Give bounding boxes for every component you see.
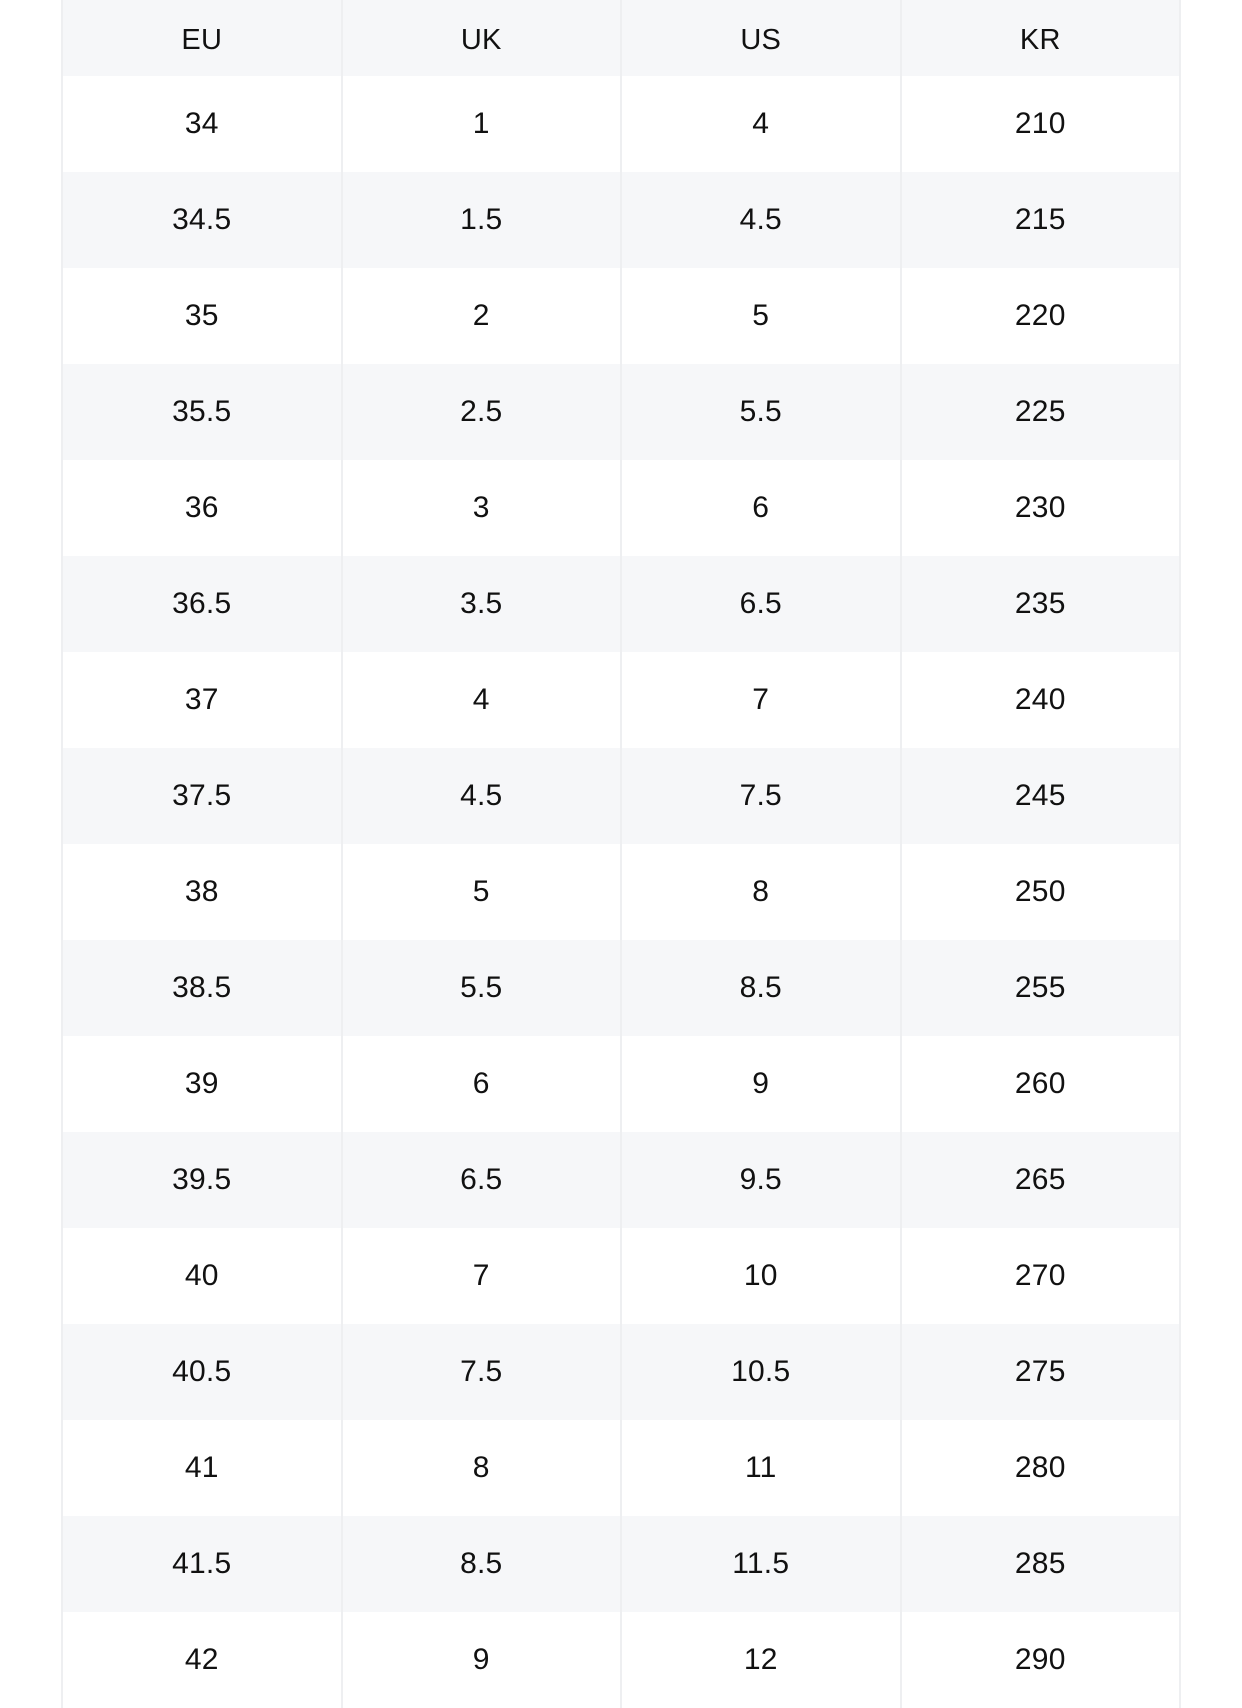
size-cell-uk: 8 — [343, 1420, 623, 1516]
size-cell-eu: 41 — [63, 1420, 343, 1516]
size-cell-kr: 290 — [1014, 1643, 1066, 1676]
size-cell-uk: 5 — [343, 844, 623, 940]
size-cell-us: 5 — [622, 268, 902, 364]
size-cell-kr: 250 — [1014, 875, 1066, 908]
size-cell-uk: 8.5 — [343, 1516, 623, 1612]
size-cell-eu: 34.5 — [63, 172, 343, 268]
size-cell-eu: 37.5 — [63, 748, 343, 844]
size-cell-eu: 40.5 — [63, 1324, 343, 1420]
size-cell-eu: 39.5 — [63, 1132, 343, 1228]
size-cell-us: 12 — [622, 1612, 902, 1708]
table-row — [63, 556, 1179, 652]
size-chart-table — [61, 0, 1181, 1708]
size-cell-kr: 230 — [1014, 491, 1066, 524]
size-cell-kr: 245 — [1014, 779, 1066, 812]
size-cell-kr: 275 — [1014, 1355, 1066, 1388]
column-header-uk: UK — [343, 0, 623, 76]
size-cell-us: 7.5 — [622, 748, 902, 844]
size-cell-kr: 285 — [1014, 1547, 1066, 1580]
size-cell-eu: 37 — [63, 652, 343, 748]
size-cell-uk: 6 — [343, 1036, 623, 1132]
table-row — [63, 1228, 1179, 1324]
size-cell-uk: 6.5 — [343, 1132, 623, 1228]
size-cell-uk: 5.5 — [343, 940, 623, 1036]
size-cell-uk: 4 — [343, 652, 623, 748]
table-row — [63, 1324, 1179, 1420]
size-cell-eu: 36.5 — [63, 556, 343, 652]
size-cell-kr: 260 — [1014, 1067, 1066, 1100]
size-cell-us: 9.5 — [622, 1132, 902, 1228]
table-row — [63, 364, 1179, 460]
size-cell-uk: 2.5 — [343, 364, 623, 460]
size-cell-kr: 265 — [1014, 1163, 1066, 1196]
size-cell-us: 10.5 — [622, 1324, 902, 1420]
size-cell-us: 9 — [622, 1036, 902, 1132]
column-header-eu: EU — [63, 0, 343, 76]
size-cell-eu: 35 — [63, 268, 343, 364]
table-row — [63, 1516, 1179, 1612]
column-header-kr: KR — [1019, 23, 1061, 56]
size-cell-kr: 210 — [1014, 107, 1066, 140]
size-cell-us: 4.5 — [622, 172, 902, 268]
size-cell-us: 7 — [622, 652, 902, 748]
size-cell-uk: 1 — [343, 76, 623, 172]
size-cell-us: 4 — [622, 76, 902, 172]
size-cell-eu: 36 — [63, 460, 343, 556]
size-cell-us: 10 — [622, 1228, 902, 1324]
size-cell-eu: 35.5 — [63, 364, 343, 460]
size-cell-kr: 235 — [1014, 587, 1066, 620]
size-cell-kr: 240 — [1014, 683, 1066, 716]
size-cell-kr: 255 — [1014, 971, 1066, 1004]
size-cell-kr: 215 — [1014, 203, 1066, 236]
column-header-us: US — [622, 0, 902, 76]
table-body — [63, 76, 1179, 1708]
size-cell-uk: 9 — [343, 1612, 623, 1708]
size-cell-eu: 34 — [63, 76, 343, 172]
size-cell-uk: 4.5 — [343, 748, 623, 844]
table-row — [63, 748, 1179, 844]
table-row — [63, 76, 1179, 172]
table-row — [63, 1612, 1179, 1708]
size-cell-us: 6 — [622, 460, 902, 556]
table-row — [63, 1420, 1179, 1516]
size-cell-uk: 7.5 — [343, 1324, 623, 1420]
size-cell-us: 11 — [622, 1420, 902, 1516]
table-row — [63, 268, 1179, 364]
table-row — [63, 940, 1179, 1036]
size-cell-uk: 7 — [343, 1228, 623, 1324]
table-header-row — [63, 0, 1179, 76]
size-cell-eu: 40 — [63, 1228, 343, 1324]
size-cell-us: 5.5 — [622, 364, 902, 460]
table-row — [63, 1132, 1179, 1228]
size-cell-us: 6.5 — [622, 556, 902, 652]
size-cell-kr: 270 — [1014, 1259, 1066, 1292]
table-row — [63, 460, 1179, 556]
size-cell-eu: 42 — [63, 1612, 343, 1708]
size-cell-eu: 39 — [63, 1036, 343, 1132]
size-cell-kr: 280 — [1014, 1451, 1066, 1484]
size-cell-kr: 225 — [1014, 395, 1066, 428]
size-cell-us: 11.5 — [622, 1516, 902, 1612]
size-cell-eu: 41.5 — [63, 1516, 343, 1612]
size-cell-us: 8.5 — [622, 940, 902, 1036]
table-row — [63, 652, 1179, 748]
table-row — [63, 1036, 1179, 1132]
size-cell-uk: 3 — [343, 460, 623, 556]
table-row — [63, 844, 1179, 940]
size-cell-uk: 2 — [343, 268, 623, 364]
size-cell-eu: 38.5 — [63, 940, 343, 1036]
size-cell-eu: 38 — [63, 844, 343, 940]
size-cell-uk: 3.5 — [343, 556, 623, 652]
size-cell-kr: 220 — [1014, 299, 1066, 332]
size-cell-uk: 1.5 — [343, 172, 623, 268]
table-row — [63, 172, 1179, 268]
size-cell-us: 8 — [622, 844, 902, 940]
